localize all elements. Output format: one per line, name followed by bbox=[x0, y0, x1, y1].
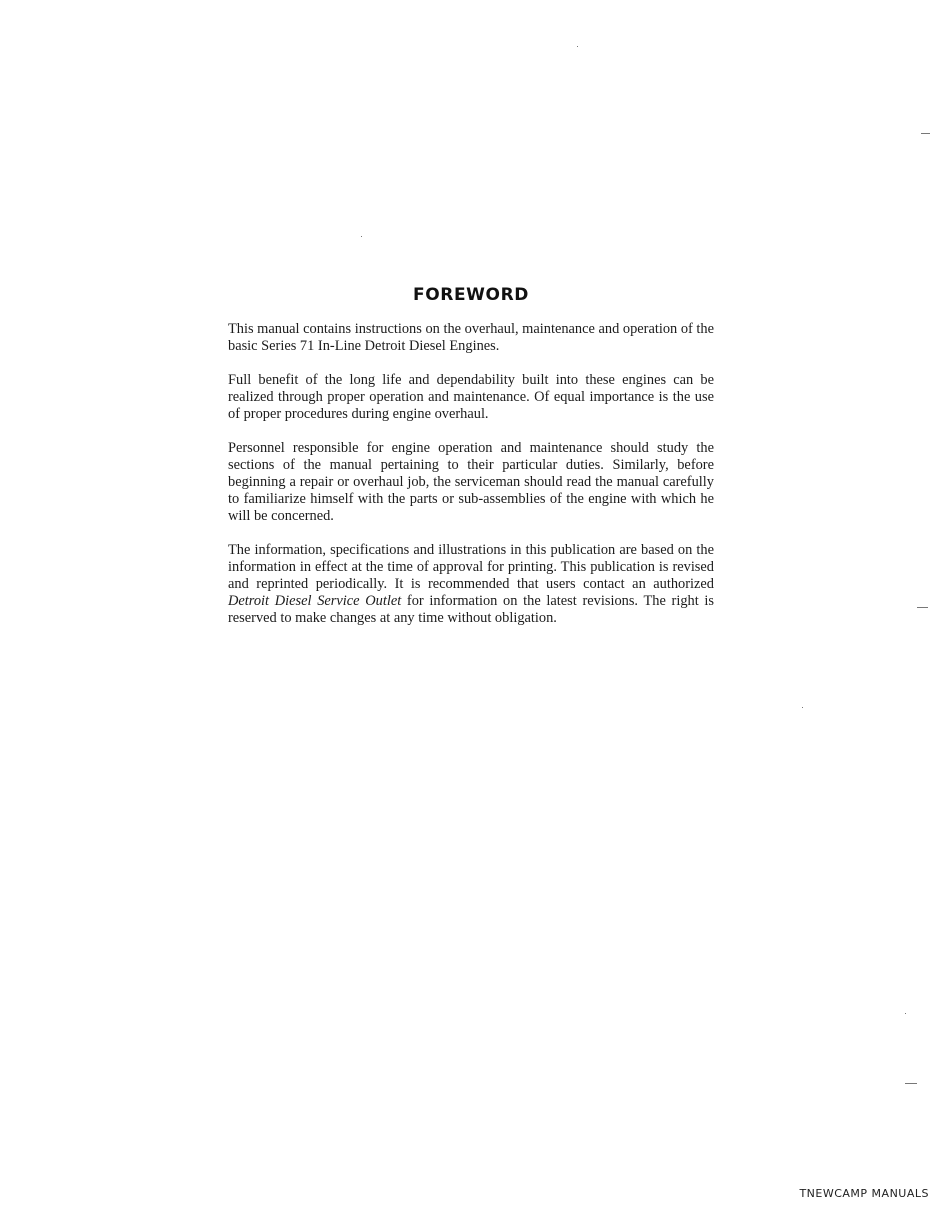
scan-speck bbox=[361, 236, 362, 237]
scan-speck bbox=[905, 1083, 917, 1084]
scan-speck bbox=[921, 133, 930, 134]
scan-speck bbox=[577, 46, 578, 47]
paragraph-personnel: Personnel responsible for engine operation and maintenance should study the sections of the manual pertaining to their particular duties. Similarly, before beginning a repair or overhaul job, the serviceman should read the manual carefully to familiarize himself with the parts or sub-assemblies of the engine with which he will be concerned. bbox=[228, 440, 714, 524]
scan-speck bbox=[917, 607, 928, 608]
footer-watermark: TNEWCAMP MANUALS bbox=[799, 1187, 929, 1200]
scan-speck bbox=[905, 1013, 906, 1014]
paragraph-information-text-start: The information, specifications and illustrations in this publication are based on the information in effect at the time of approval for printing. This publication is revised and reprinted periodically. It is recommended that users contact an authorized bbox=[228, 542, 714, 592]
scan-speck bbox=[802, 707, 803, 708]
paragraph-scope: This manual contains instructions on the overhaul, maintenance and operation of the basic Series 71 In-Line Detroit Diesel Engines. bbox=[228, 321, 714, 354]
page-title: FOREWORD bbox=[413, 285, 529, 305]
foreword-body bbox=[228, 321, 714, 644]
paragraph-benefit: Full benefit of the long life and dependability built into these engines can be realized through proper operation and maintenance. Of equal importance is the use of proper procedures during engine overhaul. bbox=[228, 372, 714, 422]
paragraph-information bbox=[228, 542, 714, 627]
service-outlet-emphasis: Detroit Diesel Service Outlet bbox=[228, 593, 402, 609]
paragraph-information-text-end: for information on the latest revisions. The right is reserved to make changes at any time without obligation. bbox=[228, 593, 715, 626]
